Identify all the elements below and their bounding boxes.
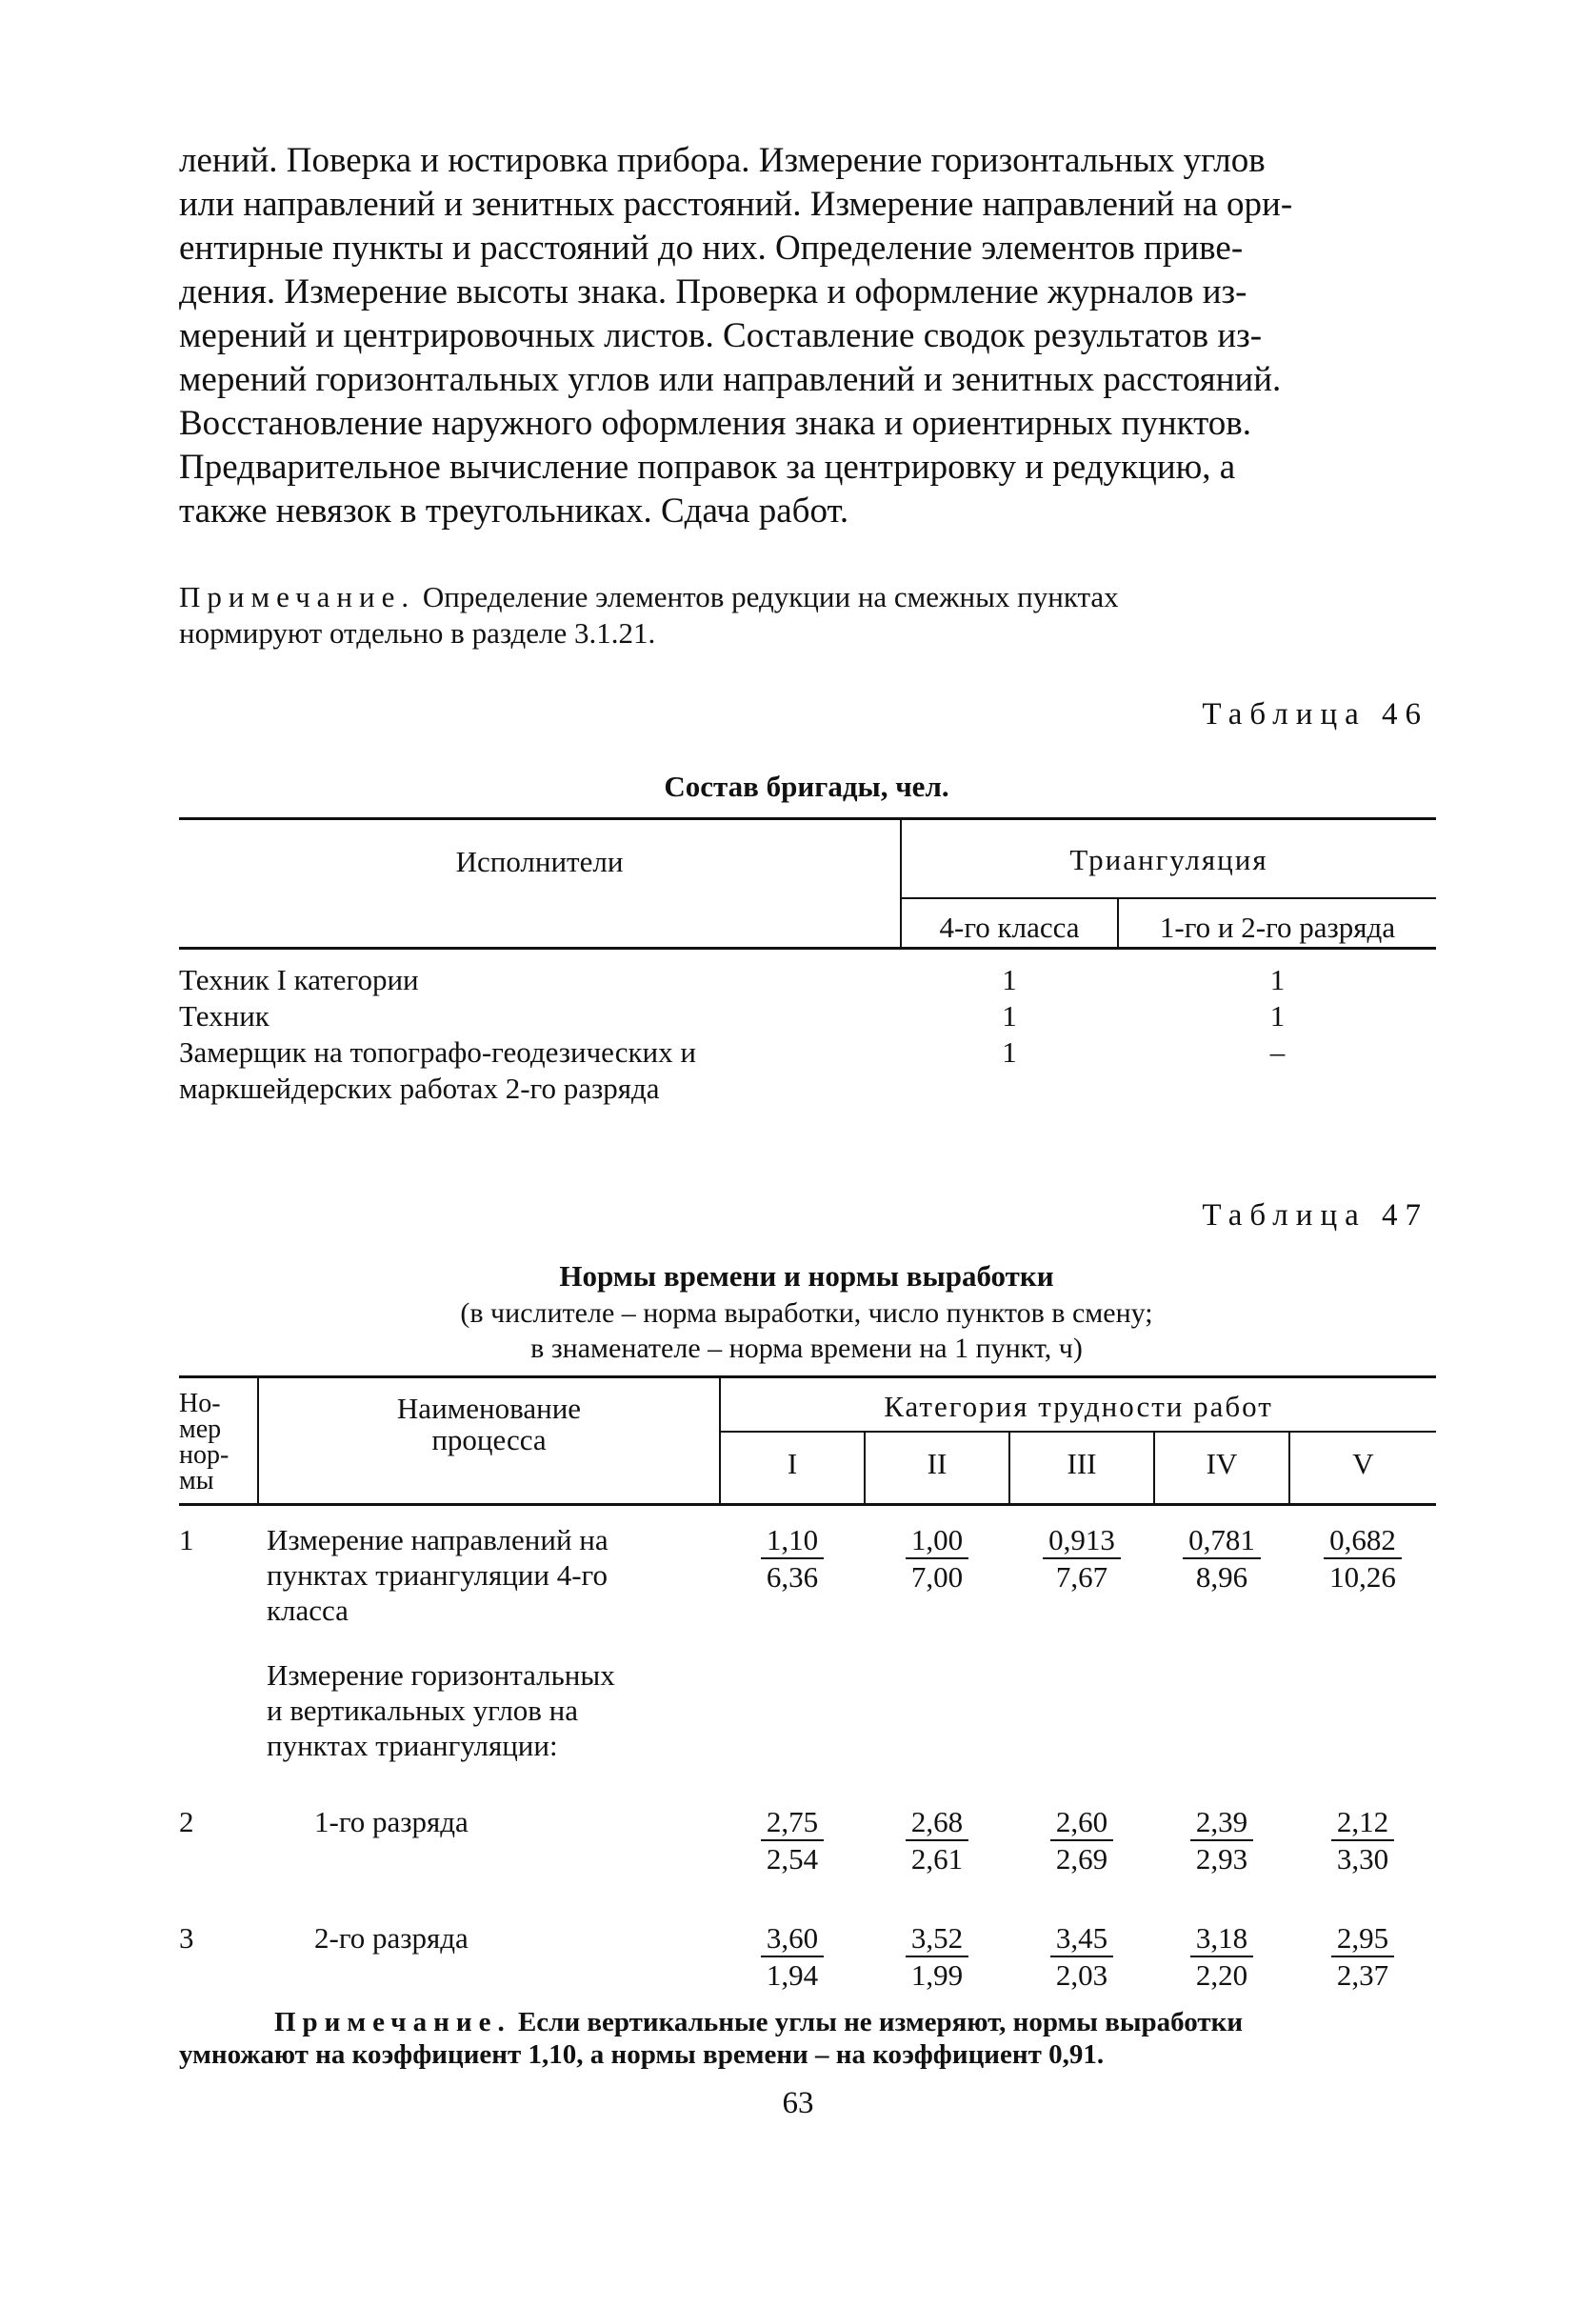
table-47-label: Таблица 47 <box>1202 1198 1428 1233</box>
output-norm: 3,60 <box>761 1921 824 1957</box>
table-47-top-rule <box>179 1375 1436 1378</box>
value-grade12: 1 <box>1269 963 1286 996</box>
intro-line: мерений и центрировочных листов. Составление сводок результатов из- <box>179 316 1263 355</box>
head-process-part: Наименование <box>396 1392 582 1425</box>
time-norm: 2,61 <box>910 1842 964 1876</box>
time-norm: 8,96 <box>1195 1560 1248 1594</box>
value-grade12: 1 <box>1269 999 1286 1033</box>
note-2 <box>179 2006 1434 2071</box>
process-name: 2-го разряда <box>314 1921 469 1955</box>
group-title-line: пунктах триангуляции: <box>267 1729 558 1762</box>
performer-name: Техник <box>179 999 269 1033</box>
head-num-part: мер <box>179 1414 222 1444</box>
performer-name: Техник I категории <box>179 963 419 996</box>
norm-fraction <box>1310 1522 1415 1595</box>
norm-fraction <box>1029 1522 1134 1595</box>
output-norm: 2,68 <box>906 1805 968 1841</box>
value-class4: 1 <box>1002 999 1017 1033</box>
value-class4: 1 <box>1002 1035 1017 1069</box>
process-name <box>267 1522 608 1628</box>
intro-line: также невязок в треугольниках. Сдача работ. <box>179 491 849 531</box>
time-norm: 2,54 <box>766 1842 819 1876</box>
time-norm: 1,99 <box>910 1958 964 1992</box>
note-1-text-2: нормируют отдельно в разделе 3.1.21. <box>179 616 656 650</box>
time-norm: 2,37 <box>1336 1958 1389 1992</box>
head-process-part: процесса <box>431 1423 547 1456</box>
norm-fraction <box>740 1920 845 1994</box>
output-norm: 2,95 <box>1331 1921 1394 1957</box>
category-label: IV <box>1206 1447 1238 1480</box>
table-46-head-class4: 4-го класса <box>939 911 1080 944</box>
norm-number: 3 <box>179 1921 194 1955</box>
norm-fraction <box>885 1804 989 1877</box>
table-47-head-rule <box>179 1503 1436 1506</box>
intro-paragraph <box>179 139 1434 533</box>
head-num-part: нор- <box>179 1440 229 1470</box>
head-num-part: мы <box>179 1466 214 1495</box>
page-number: 63 <box>782 2086 814 2120</box>
time-norm: 1,94 <box>766 1958 819 1992</box>
table-47-title: Нормы времени и нормы выработки <box>559 1259 1054 1293</box>
table-46-head-performers: Исполнители <box>455 845 624 878</box>
process-name: 1-го разряда <box>314 1805 469 1838</box>
category-label: V <box>1352 1447 1374 1480</box>
norm-fraction <box>1310 1804 1415 1877</box>
table-46-top-rule <box>179 817 1436 820</box>
note-1 <box>179 579 1434 652</box>
value-grade12: – <box>1269 1035 1286 1069</box>
table-47-subtitle-2: в знаменателе – норма времени на 1 пункт, ч) <box>530 1333 1083 1364</box>
norm-fraction <box>1029 1804 1134 1877</box>
norm-fraction <box>1029 1920 1134 1994</box>
intro-line: или направлений и зенитных расстояний. Измерение направлений на ори- <box>179 185 1293 224</box>
norm-number: 1 <box>179 1523 194 1556</box>
norm-fraction <box>1169 1804 1274 1877</box>
output-norm: 3,52 <box>906 1921 968 1957</box>
note-2-label: Примечание. <box>274 2007 511 2037</box>
note-2-text-2: умножают на коэффициент 1,10, а нормы времени – на коэффициент 0,91. <box>179 2039 1105 2070</box>
output-norm: 2,12 <box>1331 1805 1394 1841</box>
performer-name: Замерщик на топографо-геодезических и <box>179 1035 696 1069</box>
intro-line: лений. Поверка и юстировка прибора. Измерение горизонтальных углов <box>179 141 1266 180</box>
intro-line: мерений горизонтальных углов или направлений и зенитных расстояний. <box>179 360 1282 399</box>
output-norm: 3,18 <box>1190 1921 1253 1957</box>
output-norm: 0,913 <box>1043 1523 1121 1559</box>
category-label: I <box>787 1447 798 1480</box>
group-title <box>267 1657 615 1763</box>
table-46-label: Таблица 46 <box>1202 697 1428 732</box>
note-1-text: Определение элементов редукции на смежных пунктах <box>422 580 1119 613</box>
table-46-head-triangulation: Триангуляция <box>1069 843 1268 876</box>
process-name-line: класса <box>267 1594 349 1627</box>
output-norm: 2,75 <box>761 1805 824 1841</box>
head-process <box>259 1393 719 1455</box>
process-name-line: пунктах триангуляции 4-го <box>267 1558 608 1592</box>
norm-fraction <box>1169 1920 1274 1994</box>
category-label: II <box>927 1447 948 1480</box>
norm-fraction <box>740 1522 845 1595</box>
time-norm: 7,67 <box>1055 1560 1108 1594</box>
table-47-subtitle-1: (в числителе – норма выработки, число пунктов в смену; <box>460 1297 1153 1329</box>
time-norm: 3,30 <box>1336 1842 1389 1876</box>
time-norm: 2,93 <box>1195 1842 1248 1876</box>
process-name-line: Измерение направлений на <box>267 1523 608 1556</box>
performer-name-2: маркшейдерских работах 2-го разряда <box>179 1072 660 1105</box>
note-2-text: Если вертикальные углы не измеряют, нормы выработки <box>517 2007 1244 2037</box>
head-category: Категория трудности работ <box>884 1390 1273 1423</box>
norm-fraction <box>1169 1522 1274 1595</box>
norm-fraction <box>1310 1920 1415 1994</box>
norm-fraction <box>885 1920 989 1994</box>
group-title-line: и вертикальных углов на <box>267 1694 579 1727</box>
intro-line: ентирные пункты и расстояний до них. Определение элементов приве- <box>179 229 1244 268</box>
intro-line: Предварительное вычисление поправок за центрировку и редукцию, а <box>179 448 1236 487</box>
time-norm: 2,20 <box>1195 1958 1248 1992</box>
norm-fraction <box>885 1522 989 1595</box>
table-46-title: Состав бригады, чел. <box>664 770 949 803</box>
output-norm: 1,10 <box>761 1523 824 1559</box>
output-norm: 1,00 <box>906 1523 968 1559</box>
category-label: III <box>1067 1447 1097 1480</box>
time-norm: 10,26 <box>1329 1560 1396 1594</box>
intro-line: дения. Измерение высоты знака. Проверка и оформление журналов из- <box>179 272 1247 311</box>
norm-fraction <box>740 1804 845 1877</box>
norm-number: 2 <box>179 1805 194 1838</box>
time-norm: 6,36 <box>766 1560 819 1594</box>
table-46-mid-rule <box>902 897 1436 899</box>
output-norm: 2,60 <box>1050 1805 1113 1841</box>
time-norm: 2,69 <box>1055 1842 1108 1876</box>
value-class4: 1 <box>1002 963 1017 996</box>
group-title-line: Измерение горизонтальных <box>267 1658 615 1692</box>
note-1-label: Примечание. <box>179 580 416 613</box>
output-norm: 0,781 <box>1183 1523 1261 1559</box>
output-norm: 2,39 <box>1190 1805 1253 1841</box>
output-norm: 0,682 <box>1324 1523 1402 1559</box>
output-norm: 3,45 <box>1050 1921 1113 1957</box>
head-num-part: Но- <box>179 1389 221 1418</box>
time-norm: 2,03 <box>1055 1958 1108 1992</box>
time-norm: 7,00 <box>910 1560 964 1594</box>
table-47-mid-rule <box>721 1431 1436 1433</box>
table-46-head-rule <box>179 947 1436 950</box>
head-norm-number <box>179 1391 255 1494</box>
table-46-head-grade12: 1-го и 2-го разряда <box>1159 911 1396 944</box>
intro-line: Восстановление наружного оформления знака и ориентирных пунктов. <box>179 404 1252 443</box>
